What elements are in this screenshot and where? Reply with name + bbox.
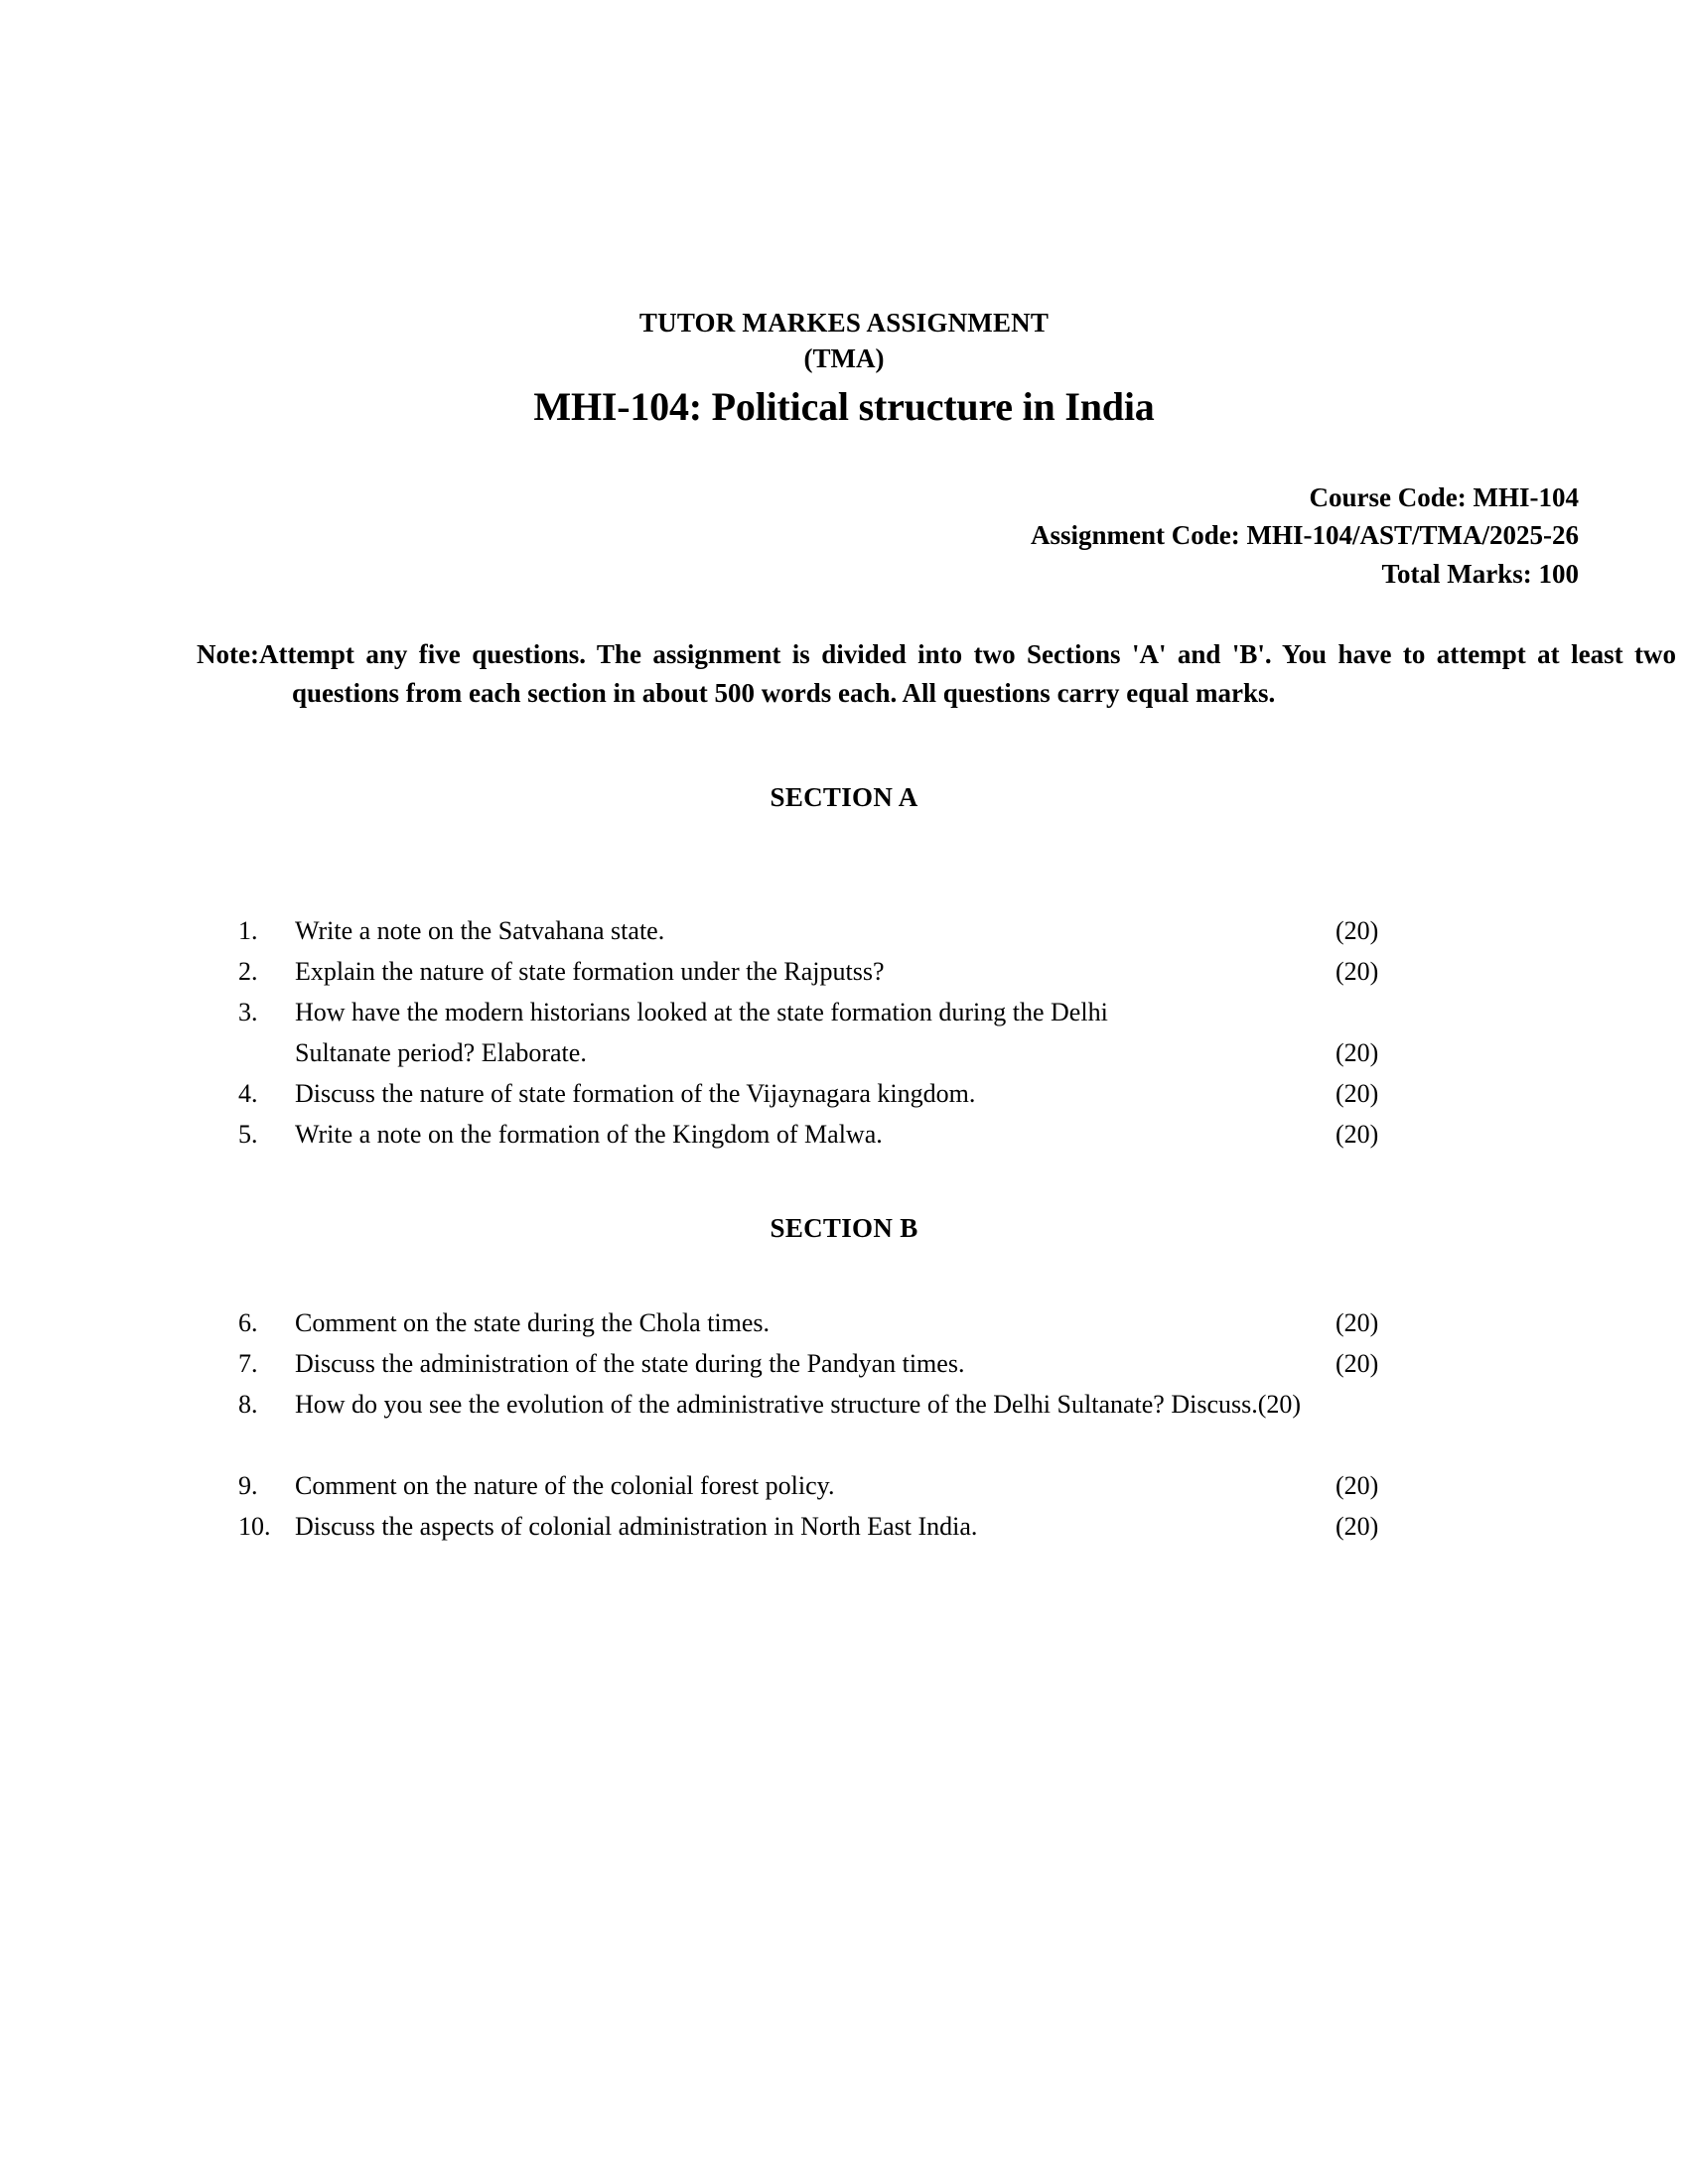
question-marks: (20)	[1336, 1079, 1379, 1108]
question-marks: (20)	[1336, 1349, 1379, 1378]
assignment-code: Assignment Code: MHI-104/AST/TMA/2025-26	[1031, 520, 1579, 551]
question-number: 8.	[238, 1390, 258, 1419]
question-spacer	[238, 1433, 1489, 1473]
question-text: Discuss the nature of state formation of the Vijaynagara kingdom.	[295, 1079, 976, 1108]
question-text: How have the modern historians looked at the state formation during the Delhi	[295, 998, 1108, 1026]
question-row	[238, 1514, 1489, 1555]
question-number: 3.	[238, 998, 258, 1026]
question-row	[238, 1310, 1489, 1351]
question-row	[238, 1081, 1489, 1122]
note-paragraph: Note:Attempt any five questions. The assignment is divided into two Sections 'A' and 'B'. You have to attempt at least two questions from each section in about 500 words each. All questions carry equal marks.	[197, 639, 1676, 708]
assignment-type-line: TUTOR MARKES ASSIGNMENT	[638, 308, 1050, 338]
question-marks: (20)	[1336, 916, 1379, 945]
question-row	[238, 1040, 1489, 1081]
page-title: MHI-104: Political structure in India	[533, 383, 1155, 429]
total-marks: Total Marks: 100	[1381, 558, 1579, 589]
question-row	[238, 1473, 1489, 1514]
course-meta-block	[0, 478, 1579, 593]
question-marks: (20)	[1336, 1120, 1379, 1149]
question-row	[238, 1351, 1489, 1392]
question-number: 5.	[238, 1120, 258, 1149]
question-number: 10.	[238, 1512, 271, 1541]
question-marks: (20)	[1336, 957, 1379, 986]
section-b-heading: SECTION B	[770, 1213, 918, 1243]
question-text: How do you see the evolution of the administrative structure of the Delhi Sultanate? Discuss.(20)	[295, 1390, 1302, 1419]
question-number: 6.	[238, 1308, 258, 1337]
question-number: 7.	[238, 1349, 258, 1378]
assignment-abbrev-line: (TMA)	[803, 342, 885, 373]
course-code: Course Code: MHI-104	[1309, 482, 1579, 512]
section-a-heading: SECTION A	[770, 782, 918, 812]
question-row	[238, 1122, 1489, 1162]
document-header	[0, 308, 1688, 432]
question-marks: (20)	[1336, 1512, 1379, 1541]
question-text: Write a note on the Satvahana state.	[295, 916, 665, 945]
question-marks: (20)	[1336, 1038, 1379, 1067]
question-text: Comment on the nature of the colonial forest policy.	[295, 1471, 835, 1500]
question-text: Discuss the administration of the state during the Pandyan times.	[295, 1349, 965, 1378]
question-text: Write a note on the formation of the Kingdom of Malwa.	[295, 1120, 883, 1149]
question-number: 4.	[238, 1079, 258, 1108]
question-text: Sultanate period? Elaborate.	[295, 1038, 587, 1067]
question-row	[238, 918, 1489, 959]
question-text: Comment on the state during the Chola times.	[295, 1308, 771, 1337]
question-number: 1.	[238, 916, 258, 945]
question-text: Explain the nature of state formation under the Rajputss?	[295, 957, 885, 986]
question-marks: (20)	[1336, 1308, 1379, 1337]
question-text: Discuss the aspects of colonial administration in North East India.	[295, 1512, 978, 1541]
question-number: 9.	[238, 1471, 258, 1500]
section-a-question-list	[238, 918, 1489, 1162]
question-number: 2.	[238, 957, 258, 986]
section-b-question-list	[238, 1310, 1489, 1555]
question-row	[238, 1000, 1489, 1040]
question-marks: (20)	[1336, 1471, 1379, 1500]
question-row	[238, 1392, 1489, 1433]
question-row	[238, 959, 1489, 1000]
